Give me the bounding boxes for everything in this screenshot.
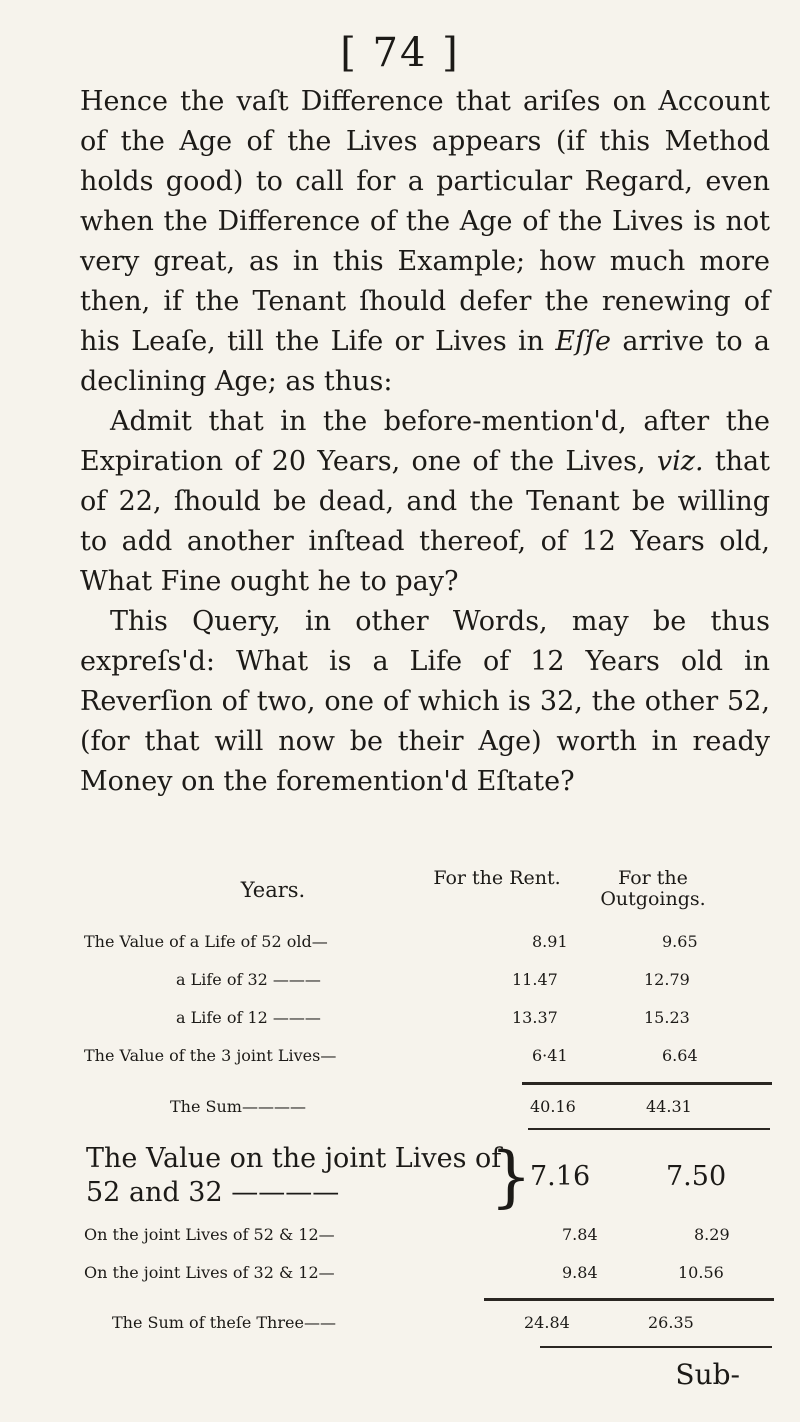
sum-rent: 24.84 <box>524 1313 570 1332</box>
joint-row-braced <box>86 1138 546 1218</box>
paragraph-1 <box>80 82 770 402</box>
sum-row <box>112 1304 792 1342</box>
table-row <box>176 961 796 999</box>
sum-underline <box>528 1128 770 1130</box>
row-rent: 11.47 <box>512 970 558 989</box>
sum-rule <box>522 1082 772 1085</box>
joint-row-values <box>530 1158 780 1196</box>
row-rent: 6·41 <box>532 1046 568 1065</box>
row-out: 10.56 <box>678 1263 724 1282</box>
page-number: [ 74 ] <box>340 30 460 76</box>
sum-rule <box>484 1298 774 1301</box>
text-body <box>80 82 770 802</box>
italic-viz: viz. <box>656 446 704 477</box>
row-label: On the joint Lives of 52 & 12— <box>84 1225 335 1244</box>
sum-label: The Sum of theſe Three—— <box>112 1313 336 1332</box>
table-row <box>84 1254 784 1292</box>
sum-row <box>170 1088 790 1126</box>
table-row <box>176 999 796 1037</box>
paragraph-2-text: Admit that in the before-mention'd, after the Expiration of 20 Years, one of the Lives, <box>80 406 770 477</box>
italic-esse: Eſſe <box>555 326 612 357</box>
sum-rent: 40.16 <box>530 1097 576 1116</box>
row-label: The Value of a Life of 52 old— <box>84 932 328 951</box>
paragraph-3 <box>80 602 770 802</box>
row-label: a Life of 12 ——— <box>176 1008 321 1027</box>
table-row <box>84 923 784 961</box>
row-rent: 13.37 <box>512 1008 558 1027</box>
row-rent: 8.91 <box>532 932 568 951</box>
table-row <box>84 1216 784 1254</box>
joint-rent: 7.16 <box>530 1161 591 1192</box>
paragraph-1-text: Hence the vaſt Difference that ariſes on Account of the Age of the Lives appears (if this Method holds good) to call for a particular Regard, even when the Difference of the Age of the Lives is not very great, as in this Example; how much more then, if the Tenant ſhould defer the renewing of his Leaſe, till the Life or Lives in <box>80 86 770 357</box>
row-out: 6.64 <box>662 1046 698 1065</box>
row-rent: 7.84 <box>562 1225 598 1244</box>
paragraph-2-tail: that of 22, ſhould be dead, and the Tenant be willing to add another inſtead thereof, of 12 Years old, What Fine ought he to pay? <box>80 446 770 597</box>
paragraph-2 <box>80 402 770 602</box>
paragraph-3-text: This Query, in other Words, may be thus expreſs'd: What is a Life of 12 Years old in Reverſion of two, one of which is 32, the other 52, (for that will now be their Age) worth in ready Money on the foremention'd Eſtate? <box>80 606 770 797</box>
row-out: 9.65 <box>662 932 698 951</box>
table-header <box>0 862 800 922</box>
table-row <box>84 1037 784 1075</box>
sum-out: 26.35 <box>648 1313 694 1332</box>
row-out: 15.23 <box>644 1008 690 1027</box>
row-label: The Value of the 3 joint Lives— <box>84 1046 337 1065</box>
header-rent: For the Rent. <box>433 867 561 889</box>
joint-out: 7.50 <box>666 1161 727 1192</box>
sum-underline <box>540 1346 772 1348</box>
header-years: Years. <box>240 878 306 902</box>
brace-icon: } <box>490 1138 532 1215</box>
row-label: On the joint Lives of 32 & 12— <box>84 1263 335 1282</box>
row-out: 8.29 <box>694 1225 730 1244</box>
joint-label: The Value on the joint Lives of 52 and 32 ———— <box>86 1143 502 1208</box>
sum-label: The Sum———— <box>170 1097 306 1116</box>
sum-out: 44.31 <box>646 1097 692 1116</box>
row-label: a Life of 32 ——— <box>176 970 321 989</box>
catchword: Sub- <box>675 1358 740 1391</box>
row-rent: 9.84 <box>562 1263 598 1282</box>
row-out: 12.79 <box>644 970 690 989</box>
paragraph-1-tail: arrive to a declining Age; as thus: <box>80 326 770 397</box>
header-outgoings: For the Outgoings. <box>600 867 706 910</box>
